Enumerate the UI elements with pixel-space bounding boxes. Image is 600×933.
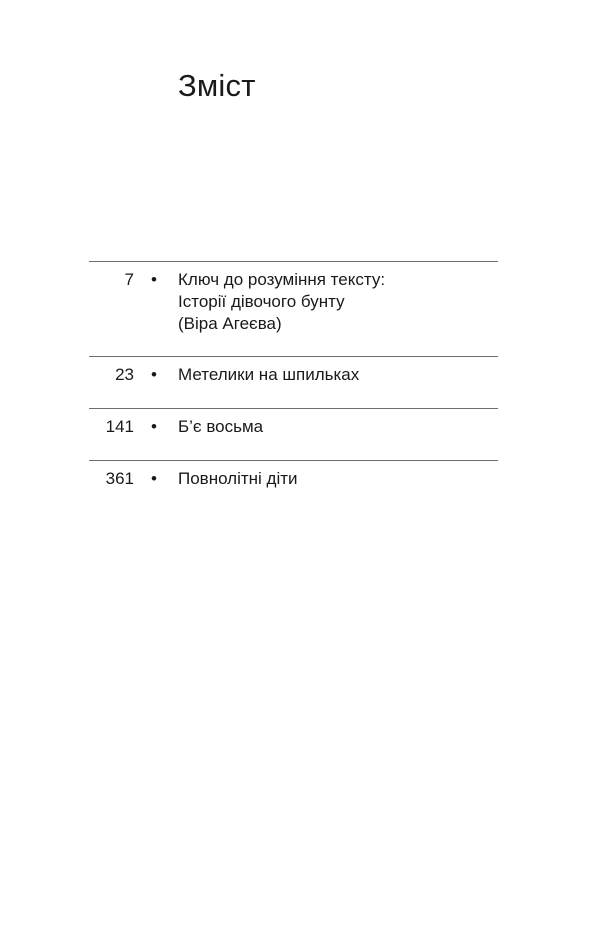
toc-entry[interactable] — [89, 408, 498, 460]
toc-entry-line: Б’є восьма — [178, 417, 264, 436]
toc-entry-line: Ключ до розуміння тексту: — [178, 270, 386, 289]
bullet-icon: • — [151, 417, 157, 436]
toc-page-number: 361 — [105, 469, 134, 488]
page-title: Зміст — [178, 68, 256, 103]
toc-entry-title — [178, 409, 498, 438]
toc-entry-line: Історії дівочого бунту — [178, 292, 345, 311]
toc-entry-line: Метелики на шпильках — [178, 365, 360, 384]
toc-page-number: 7 — [124, 270, 134, 289]
toc-entry-title — [178, 357, 498, 386]
bullet-icon: • — [151, 469, 157, 488]
toc-entry[interactable] — [89, 261, 498, 356]
toc-entry-title — [178, 461, 498, 490]
toc-entry[interactable] — [89, 460, 498, 501]
toc-entry-title — [178, 262, 498, 335]
table-of-contents — [89, 261, 498, 501]
bullet-icon: • — [151, 365, 157, 384]
toc-page-number: 23 — [115, 365, 134, 384]
toc-entry[interactable] — [89, 356, 498, 408]
bullet-icon: • — [151, 270, 157, 289]
toc-entry-line: (Віра Агеєва) — [178, 314, 282, 333]
toc-entry-line: Повнолітні діти — [178, 469, 298, 488]
toc-page-number: 141 — [105, 417, 134, 436]
